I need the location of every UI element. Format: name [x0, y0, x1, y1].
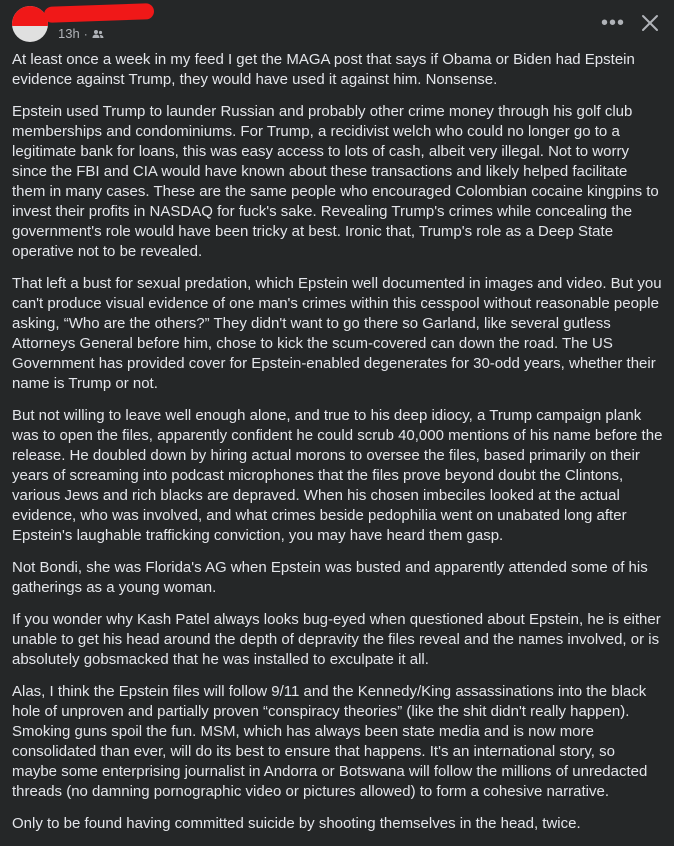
- post-paragraph: Alas, I think the Epstein files will follow 9/11 and the Kennedy/King assassinations into the black hole of unproven and partially proven “conspiracy theories” (like the shit didn't really happen). Smoking guns spoil the fun. MSM, which has always been state media and is now more consolidated than ever, will do its best to ensure that happens. It's an international story, so maybe some enterprising journalist in Andorra or Botswana will follow the millions of unredacted threads (no damning pornographic video or pictures allowed) to form a cohesive narrative.: [12, 683, 648, 800]
- timestamp[interactable]: 13h: [58, 26, 80, 41]
- post-paragraph: That left a bust for sexual predation, which Epstein well documented in images and video. But you can't produce visual evidence of one man's crimes within this cesspool without reasonable people asking, “Who are the others?” They didn't want to go there so Garland, like several gutless Attorneys General before him, chose to kick the scum-covered can down the road. The US Government has provided cover for Epstein-enabled degenerates for 30-odd years, whether their name is Trump or not.: [12, 275, 662, 392]
- post-body: [12, 50, 664, 846]
- redaction-mark: [12, 6, 48, 26]
- meta-separator: ·: [83, 26, 88, 41]
- close-icon[interactable]: [636, 9, 664, 37]
- post-paragraph: Epstein used Trump to launder Russian and probably other crime money through his golf club memberships and condominiums. For Trump, a recidivist welch who could no longer go to a legitimate bank for loans, this was easy access to lots of cash, albeit very illegal. Not to worry since the FBI and CIA would have known about these transactions and likely helped facilitate them in many cases. These are the same people who encouraged Colombian cocaine kingpins to invest their profits in NASDAQ for fuck's sake. Revealing Trump's crimes while concealing the government's role would have been tricky at best. Ironic that, Trump's role as a Deep State operative not to be revealed.: [12, 103, 659, 260]
- post-meta: [58, 26, 104, 41]
- avatar[interactable]: [12, 6, 48, 42]
- post-paragraph: At least once a week in my feed I get the MAGA post that says if Obama or Biden had Epstein evidence against Trump, they would have used it against him. Nonsense.: [12, 51, 635, 88]
- post-header: [0, 0, 674, 48]
- author-name-redacted: [44, 3, 154, 23]
- post-paragraph: Only to be found having committed suicide by shooting themselves in the head, twice.: [12, 815, 581, 832]
- post-paragraph: Not Bondi, she was Florida's AG when Epstein was busted and apparently attended some of his gatherings as a young woman.: [12, 559, 648, 596]
- more-options-button[interactable]: •••: [600, 12, 625, 34]
- post-paragraph: But not willing to leave well enough alone, and true to his deep idiocy, a Trump campaign plank was to open the files, apparently confident he could scrub 40,000 mentions of his name before the release. He doubled down by hiring actual morons to oversee the files, based primarily on their years of screaming into podcast microphones that the files prove beyond doubt the Clintons, various Jews and rich blacks are depraved. When his chosen imbeciles looked at the actual evidence, who was involved, and what crimes beside pedophilia went on unabated long after Epstein's laughable trafficking conviction, you may have heard them gasp.: [12, 407, 663, 544]
- post-paragraph: If you wonder why Kash Patel always looks bug-eyed when questioned about Epstein, he is either unable to get his head around the depth of depravity the files reveal and the names involved, or is absolutely gobsmacked that he was installed to exculpate it all.: [12, 611, 661, 668]
- friends-icon[interactable]: [92, 28, 104, 40]
